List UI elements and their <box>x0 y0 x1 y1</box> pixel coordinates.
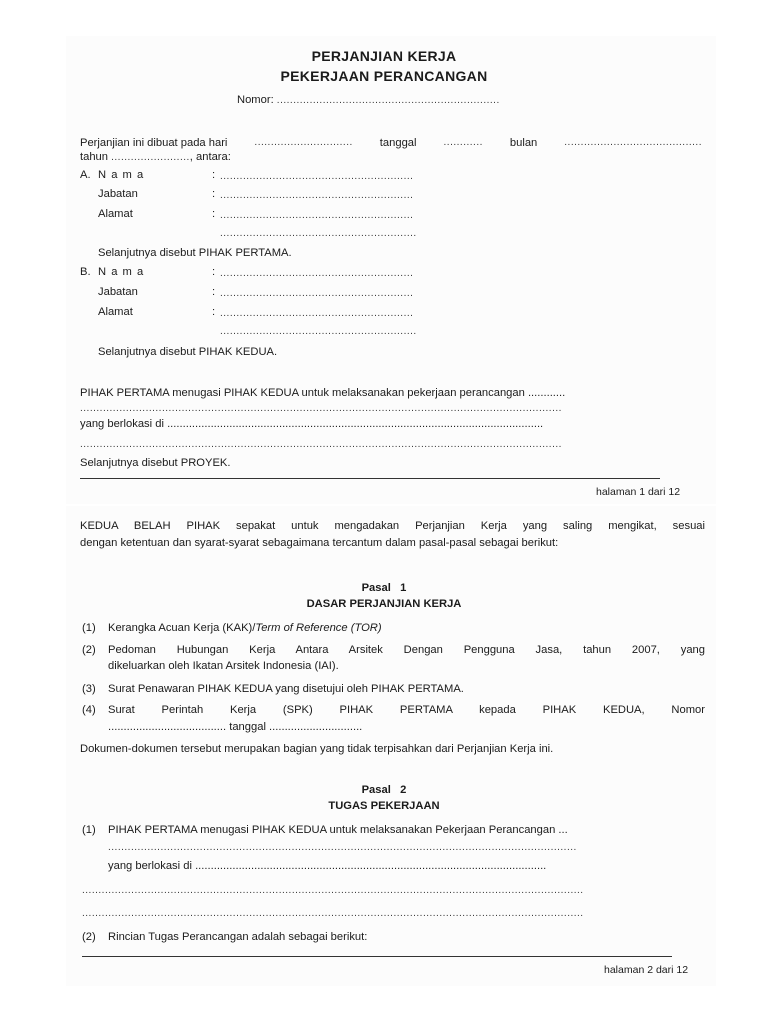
pasal-2-item-1-lokasi: yang berlokasi di ................................................................................................................. <box>108 860 547 872</box>
party-a-selanjutnya: Selanjutnya disebut PIHAK PERTAMA. <box>98 247 292 259</box>
party-a-alamat-colon: : <box>212 208 216 220</box>
proyek-line: Selanjutnya disebut PROYEK. <box>80 457 231 469</box>
tahun-field: ........................ <box>111 152 190 163</box>
page-2-footer-rule <box>82 956 672 957</box>
page-2-intro-line-1: KEDUA BELAH PIHAK sepakat untuk mengadakan Perjanjian Kerja yang saling mengikat, sesuai <box>80 520 705 532</box>
item-1-text: Kerangka Acuan Kerja (KAK)/ <box>108 622 256 634</box>
party-b-alamat-field: ........................................................... <box>220 308 414 319</box>
page-1-title-1: PERJANJIAN KERJA <box>311 48 457 64</box>
lokasi-dots-line: ................................................................................................................................................... <box>80 439 562 450</box>
page-1-number: halaman 1 dari 12 <box>596 486 681 498</box>
party-a-nama-label: N a m a <box>98 169 145 181</box>
party-a-alamat-label: Alamat <box>98 208 133 220</box>
pasal-2-label: Pasal 2 <box>361 784 407 796</box>
intro-line-1 <box>80 137 702 149</box>
pasal-2-item-2-num: (2) <box>82 931 96 943</box>
nomor-field: .................................................................... <box>276 95 500 106</box>
pasal-2-item-1-num: (1) <box>82 824 96 836</box>
party-b-nama-field: ........................................................... <box>220 268 414 279</box>
pasal-2-label-wrap <box>0 784 768 796</box>
tugas-line: PIHAK PERTAMA menugasi PIHAK KEDUA untuk melaksanakan pekerjaan perancangan ............ <box>80 387 566 399</box>
party-a-nama-colon: : <box>212 169 216 181</box>
nomor-label: Nomor: <box>237 94 274 106</box>
pasal-1-item-2-line-1: Pedoman Hubungan Kerja Antara Arsitek Dengan Pengguna Jasa, tahun 2007, yang <box>108 644 705 656</box>
party-b-jabatan-field: ........................................................... <box>220 288 414 299</box>
intro-text-bulan: bulan <box>509 137 538 149</box>
nomor-line <box>237 94 500 106</box>
party-a-alamat-field: ........................................................... <box>220 210 414 221</box>
lokasi-line: yang berlokasi di ......................................................................................................................... <box>80 418 544 430</box>
party-b-nama-label: N a m a <box>98 266 145 278</box>
pasal-2-title-wrap <box>0 800 768 812</box>
intro-text-hari: Perjanjian ini dibuat pada hari <box>80 137 228 149</box>
bulan-field: .......................................... <box>564 137 702 148</box>
pasal-1-item-4-line-1: Surat Perintah Kerja (SPK) PIHAK PERTAMA kepada PIHAK KEDUA, Nomor <box>108 704 705 716</box>
page-1-title-2: PEKERJAAN PERANCANGAN <box>280 68 488 84</box>
pasal-2-item-1: PIHAK PERTAMA menugasi PIHAK KEDUA untuk melaksanakan Pekerjaan Perancangan ... <box>108 824 568 836</box>
pasal-2-item-1-dots: ............................................................................................................................................... <box>108 842 577 853</box>
pasal-1-item-4-line-2: ...................................... tanggal .............................. <box>108 721 363 733</box>
tugas-dots-line: ................................................................................................................................................... <box>80 403 562 414</box>
pasal-1-title: DASAR PERJANJIAN KERJA <box>306 598 462 610</box>
party-b-letter: B. <box>80 266 91 278</box>
pasal-1-item-1-num: (1) <box>82 622 96 634</box>
pasal-1-item-3: Surat Penawaran PIHAK KEDUA yang disetujui oleh PIHAK PERTAMA. <box>108 683 464 695</box>
intro-text-tanggal: tanggal <box>379 137 417 149</box>
party-a-letter: A. <box>80 169 91 181</box>
party-a-jabatan-field: ........................................................... <box>220 190 414 201</box>
pasal-1-item-2-num: (2) <box>82 644 96 656</box>
party-b-alamat-field-2: ............................................................ <box>220 326 417 337</box>
intro-text-antara: , antara: <box>189 151 231 163</box>
pasal-2-title: TUGAS PEKERJAAN <box>328 800 440 812</box>
party-b-alamat-label: Alamat <box>98 306 133 318</box>
party-b-nama-colon: : <box>212 266 216 278</box>
item-1-italic: Term of Reference (TOR) <box>255 622 382 634</box>
dokumen-line: Dokumen-dokumen tersebut merupakan bagian yang tidak terpisahkan dari Perjanjian Kerja ini. <box>80 743 554 755</box>
page-1-footer-rule <box>80 478 660 479</box>
pasal-1-item-1 <box>108 622 382 634</box>
party-b-jabatan-label: Jabatan <box>98 286 138 298</box>
pasal-1-item-2-line-2: dikeluarkan oleh Ikatan Arsitek Indonesia (IAI). <box>108 660 339 672</box>
pasal-1-title-wrap <box>0 598 768 610</box>
pasal-2-dots-line-2: ......................................................................................................................................................... <box>82 908 584 919</box>
party-a-jabatan-colon: : <box>212 188 216 200</box>
pasal-2-item-2: Rincian Tugas Perancangan adalah sebagai berikut: <box>108 931 368 943</box>
tanggal-field: ............ <box>443 137 483 148</box>
party-a-nama-field: ........................................................... <box>220 171 414 182</box>
pasal-1-label: Pasal 1 <box>361 582 407 594</box>
pasal-1-item-3-num: (3) <box>82 683 96 695</box>
party-a-jabatan-label: Jabatan <box>98 188 138 200</box>
party-b-alamat-colon: : <box>212 306 216 318</box>
party-b-selanjutnya: Selanjutnya disebut PIHAK KEDUA. <box>98 346 278 358</box>
hari-field: .............................. <box>254 137 353 148</box>
pasal-1-item-4-num: (4) <box>82 704 96 716</box>
page-2-intro-line-2: dengan ketentuan dan syarat-syarat sebagaimana tercantum dalam pasal-pasal sebagai berikut: <box>80 537 559 549</box>
intro-text-tahun: tahun <box>80 151 108 163</box>
pasal-2-dots-line-1: ......................................................................................................................................................... <box>82 885 584 896</box>
intro-line-2 <box>80 151 231 163</box>
page-2-number: halaman 2 dari 12 <box>604 964 689 976</box>
party-b-jabatan-colon: : <box>212 286 216 298</box>
party-a-alamat-field-2: ............................................................ <box>220 228 417 239</box>
pasal-1-label-wrap <box>0 582 768 594</box>
